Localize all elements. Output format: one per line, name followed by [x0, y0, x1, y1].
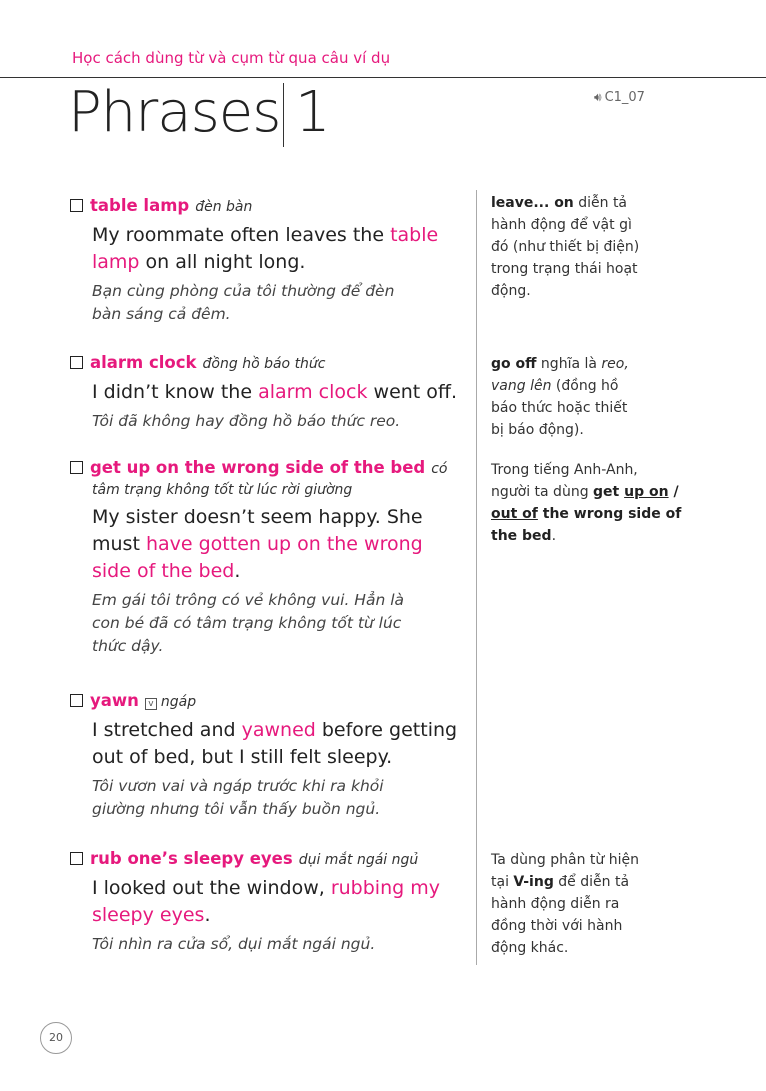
phrase-meaning: ngáp	[160, 694, 197, 710]
side-note: go off nghĩa là reo, vang lên (đồng hồ báo thức hoặc thiết bị báo động).	[491, 356, 629, 438]
example-vietnamese: Tôi đã không hay đồng hồ báo thức reo.	[92, 412, 401, 430]
phrase-term: get up on the wrong side of the bed	[90, 458, 426, 477]
phrase-meaning: đèn bàn	[195, 199, 253, 215]
page-title: Phrases	[68, 80, 281, 145]
example-vietnamese: Tôi vươn vai và ngáp trước khi ra khỏi giường nhưng tôi vẫn thấy buồn ngủ.	[92, 777, 384, 818]
phrase-meaning-inline: có	[431, 461, 448, 477]
phrase-meaning: tâm trạng không tốt từ lúc rời giường	[92, 482, 353, 498]
example-vietnamese: Em gái tôi trông có vẻ không vui. Hẳn là con bé đã có tâm trạng không tốt từ lúc thức dậy.	[92, 591, 405, 655]
phrase-meaning: dụi mắt ngái ngủ	[298, 852, 419, 868]
column-divider	[476, 190, 477, 965]
phrase-term: yawn	[90, 691, 139, 710]
audio-code: C1_07	[604, 90, 645, 105]
phrase-term: alarm clock	[90, 353, 197, 372]
checkbox[interactable]	[70, 356, 83, 369]
title-divider	[283, 83, 284, 147]
side-note: Ta dùng phân từ hiện tại V-ing để diễn tả hành động diễn ra đồng thời với hành động khác.	[491, 852, 639, 956]
example-vietnamese: Tôi nhìn ra cửa sổ, dụi mắt ngái ngủ.	[92, 935, 376, 953]
example-english: My sister doesn’t seem happy. She must have gotten up on the wrong side of the bed.	[92, 506, 423, 582]
phrase-entry	[70, 457, 470, 658]
checkbox[interactable]	[70, 694, 83, 707]
phrase-entry	[70, 690, 470, 821]
header-rule	[0, 77, 766, 78]
side-note: Trong tiếng Anh-Anh, người ta dùng get up on / out of the wrong side of the bed.	[491, 462, 682, 544]
phrase-entry	[70, 352, 470, 433]
side-note: leave... on diễn tả hành động để vật gì đó (như thiết bị điện) trong trạng thái hoạt động.	[491, 195, 640, 299]
page-title-number: 1	[295, 80, 331, 145]
checkbox[interactable]	[70, 852, 83, 865]
phrase-meaning: đồng hồ báo thức	[202, 356, 326, 372]
example-english: I looked out the window, rubbing my sleepy eyes.	[92, 877, 440, 926]
checkbox[interactable]	[70, 461, 83, 474]
phrase-term: table lamp	[90, 196, 190, 215]
checkbox[interactable]	[70, 199, 83, 212]
phrase-entry	[70, 195, 470, 326]
example-vietnamese: Bạn cùng phòng của tôi thường để đèn bàn sáng cả đêm.	[92, 282, 395, 323]
phrase-term: rub one’s sleepy eyes	[90, 849, 293, 868]
verb-tag: v	[145, 698, 157, 710]
phrase-entry	[70, 848, 470, 956]
example-english: I didn’t know the alarm clock went off.	[92, 381, 458, 403]
example-english: My roommate often leaves the table lamp on all night long.	[92, 224, 439, 273]
page-number: 20	[40, 1022, 72, 1054]
speaker-icon: 🔊︎	[594, 90, 602, 104]
example-english: I stretched and yawned before getting out of bed, but I still felt sleepy.	[92, 719, 458, 768]
section-subtitle: Học cách dùng từ và cụm từ qua câu ví dụ	[72, 49, 391, 67]
audio-track[interactable]	[594, 90, 645, 105]
